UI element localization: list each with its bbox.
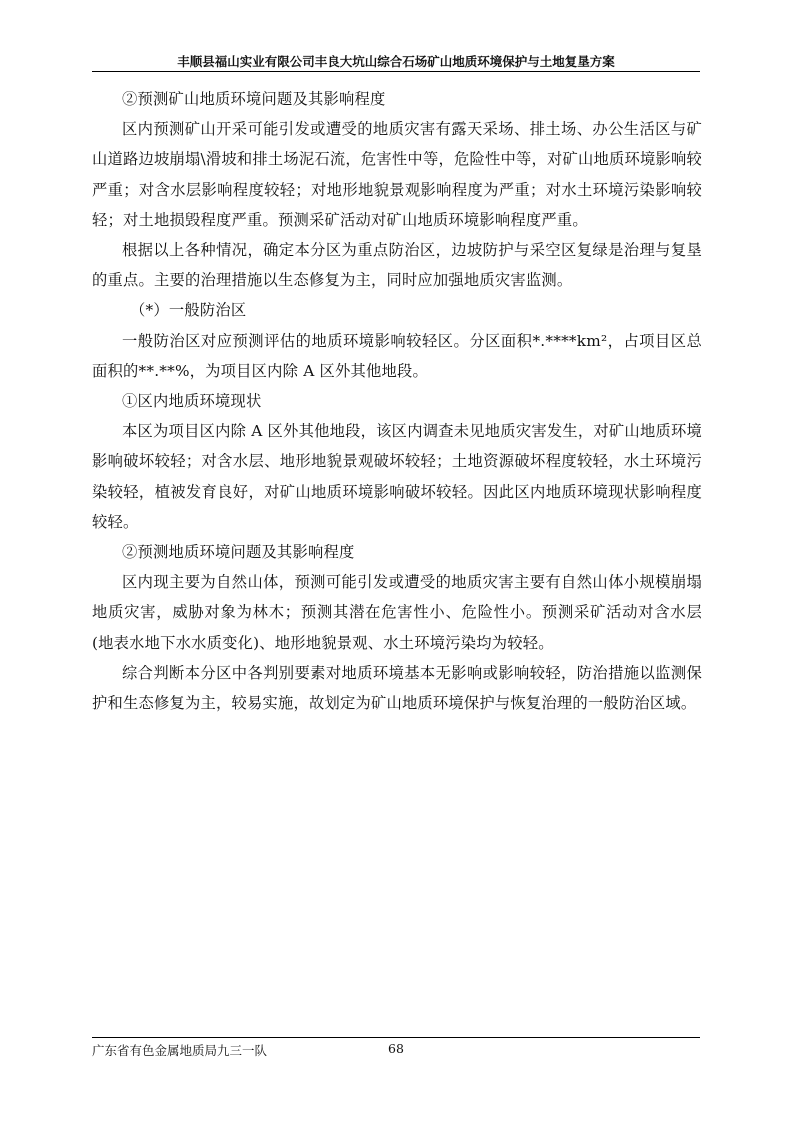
section-heading-current-status: ①区内地质环境现状 [122, 392, 262, 411]
footer-organization: 广东省有色金属地质局九三一队 [92, 1043, 268, 1058]
section-heading-predicted-problems-2: ②预测地质环境问题及其影响程度 [122, 543, 355, 562]
document-body [92, 84, 702, 718]
footer-divider [92, 1037, 700, 1038]
page-header-title: 丰顺县福山实业有限公司丰良大坑山综合石场矿山地质环境保护与土地复垦方案 [177, 54, 615, 69]
paragraph-predicted-hazards-2: 区内现主要为自然山体，预测可能引发或遭受的地质灾害主要有自然山体小规模崩塌地质灾害，威胁对象为林木；预测其潜在危害性小、危险性小。预测采矿活动对含水层(地表水地下水水质变化)、地形地貌景观、水土环境污染均为较轻。 [92, 573, 702, 652]
paragraph-current-status: 本区为项目区内除 A 区外其他地段，该区内调查未见地质灾害发生，对矿山地质环境影响破坏较轻；对含水层、地形地貌景观破坏较轻；土地资源破坏程度较轻，水土环境污染较轻，植被发育良好，对矿山地质环境影响破坏较轻。因此区内地质环境现状影响程度较轻。 [92, 422, 702, 531]
paragraph-conclusion: 综合判断本分区中各判别要素对地质环境基本无影响或影响较轻，防治措施以监测保护和生态修复为主，较易实施，故划定为矿山地质环境保护与恢复治理的一般防治区域。 [92, 663, 702, 713]
paragraph-general-zone-area: 一般防治区对应预测评估的地质环境影响较轻区。分区面积*.****km²，占项目区总面积的**.**%，为项目区内除 A 区外其他地段。 [92, 331, 702, 380]
section-heading-predicted-problems: ②预测矿山地质环境问题及其影响程度 [122, 90, 386, 108]
paragraph-predicted-hazards: 区内预测矿山开采可能引发或遭受的地质灾害有露天采场、排土场、办公生活区与矿山道路边坡崩塌\滑坡和排土场泥石流，危害性中等，危险性中等，对矿山地质环境影响较严重；对含水层影响程度较轻；对地形地貌景观影响程度为严重；对水土环境污染影响较轻；对土地损毁程度严重。预测采矿活动对矿山地质环境影响程度严重。 [92, 120, 702, 229]
header-divider [92, 71, 700, 72]
page-number: 68 [388, 1041, 404, 1056]
section-heading-general-zone: （*）一般防治区 [130, 301, 247, 320]
paragraph-key-prevention-zone: 根据以上各种情况，确定本分区为重点防治区，边坡防护与采空区复绿是治理与复垦的重点。主要的治理措施以生态修复为主，同时应加强地质灾害监测。 [92, 241, 702, 290]
